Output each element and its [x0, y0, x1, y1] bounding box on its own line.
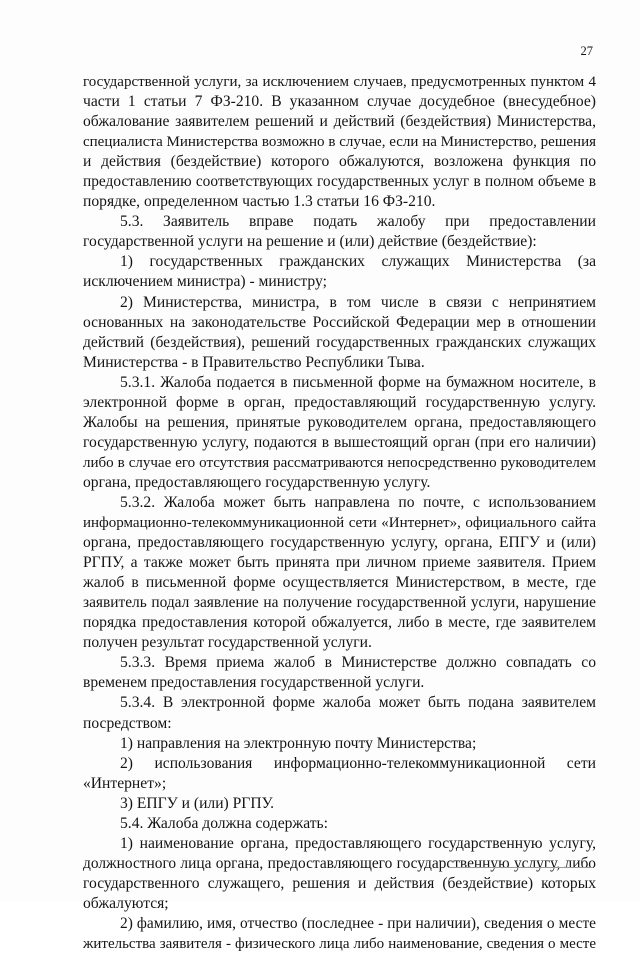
text-line: специалиста Министерства возможно в случае, если на Министерство, решения [83, 134, 596, 151]
text-line: государственную услугу, подаются в вышестоящий орган (при его наличии) [83, 433, 596, 451]
text-line: исключением министра) - министру; [83, 273, 327, 291]
text-line: 5.3.1. Жалоба подается в письменной форме на бумажном носителе, в [120, 373, 596, 391]
text-line: порядке, определенном частью 1.3 статьи 16 ФЗ-210. [83, 193, 436, 211]
text-line: органа, предоставляющего государственную услугу, органа, ЕПГУ и (или) [83, 534, 596, 552]
text-line: жительства заявителя - физического лица либо наименование, сведения о месте [83, 936, 596, 953]
text-line: РГПУ, а также может быть принята при личном приеме заявителя. Прием [83, 554, 596, 572]
text-line: 5.3.3. Время приема жалоб в Министерстве должно совпадать со [120, 654, 596, 672]
text-line: части 1 статьи 7 ФЗ-210. В указанном случае досудебное (внесудебное) [83, 93, 596, 111]
text-line: Министерства - в Правительство Республики Тыва. [83, 353, 425, 371]
text-line: получен результат государственной услуги. [83, 634, 372, 652]
page-number: 27 [580, 44, 593, 58]
text-line: жалоб в письменной форме осуществляется Министерством, в месте, где [83, 574, 596, 592]
text-line: и действия (бездействие) которого обжалуются, возложена функция по [83, 153, 596, 171]
text-line: государственного служащего, решения и действия (бездействие) которых [83, 874, 596, 892]
text-line: Жалобы на решения, принятые руководителем органа, предоставляющего [83, 413, 596, 431]
text-line: органа, предоставляющего государственную услугу. [83, 473, 431, 491]
text-line: временем предоставления государственной услуги. [83, 674, 425, 692]
text-line: предоставлению соответствующих государственных услуг в полном объеме в [83, 173, 596, 191]
text-line: 2) использования информационно-телекоммуникационной сети [120, 754, 596, 772]
body-text [83, 72, 596, 954]
text-line: 5.3.2. Жалоба может быть направлена по почте, с использованием [120, 493, 596, 511]
text-line: государственной услуги на решение и (или) действие (бездействие): [83, 233, 537, 251]
text-line: посредством: [83, 714, 172, 732]
text-line: информационно-телекоммуникационной сети «Интернет», официального сайта [83, 515, 596, 532]
text-line: заявитель подал заявление на получение государственной услуги, нарушение [83, 594, 596, 612]
text-line: 1) государственных гражданских служащих Министерства (за [120, 253, 596, 271]
text-line: основанных на законодательстве Российской Федерации мер в отношении [83, 313, 596, 331]
text-line: 5.3.4. В электронной форме жалоба может быть подана заявителем [120, 694, 596, 712]
text-line: государственной услуги, за исключением случаев, предусмотренных пунктом 4 [83, 74, 596, 90]
text-line: порядка предоставления которой обжалуется, либо в месте, где заявителем [83, 614, 596, 632]
text-line: либо в случае его отсутствия рассматриваются непосредственно руководителем [83, 454, 596, 471]
text-line: 5.3. Заявитель вправе подать жалобу при предоставлении [120, 213, 596, 231]
text-line: действий (бездействия), решений государственных гражданских служащих [83, 333, 596, 351]
text-line: 3) ЕПГУ и (или) РГПУ. [120, 794, 274, 812]
text-line: электронной форме в орган, предоставляющий государственную услугу. [83, 393, 596, 411]
footer-rule [448, 867, 593, 868]
text-line: 2) фамилию, имя, отчество (последнее - при наличии), сведения о месте [120, 914, 596, 932]
text-line: должностного лица органа, предоставляющего государственную услугу, либо [83, 854, 596, 872]
text-line: 5.4. Жалоба должна содержать: [120, 814, 328, 832]
text-line: «Интернет»; [83, 774, 167, 792]
text-line: обжалование заявителем решений и действий (бездействия) Министерства, [83, 113, 596, 131]
text-line: 1) наименование органа, предоставляющего государственную услугу, [120, 834, 596, 852]
text-line: 1) направления на электронную почту Министерства; [120, 734, 477, 752]
text-line: обжалуются; [83, 894, 169, 912]
text-line: 2) Министерства, министра, в том числе в связи с непринятием [120, 293, 596, 311]
